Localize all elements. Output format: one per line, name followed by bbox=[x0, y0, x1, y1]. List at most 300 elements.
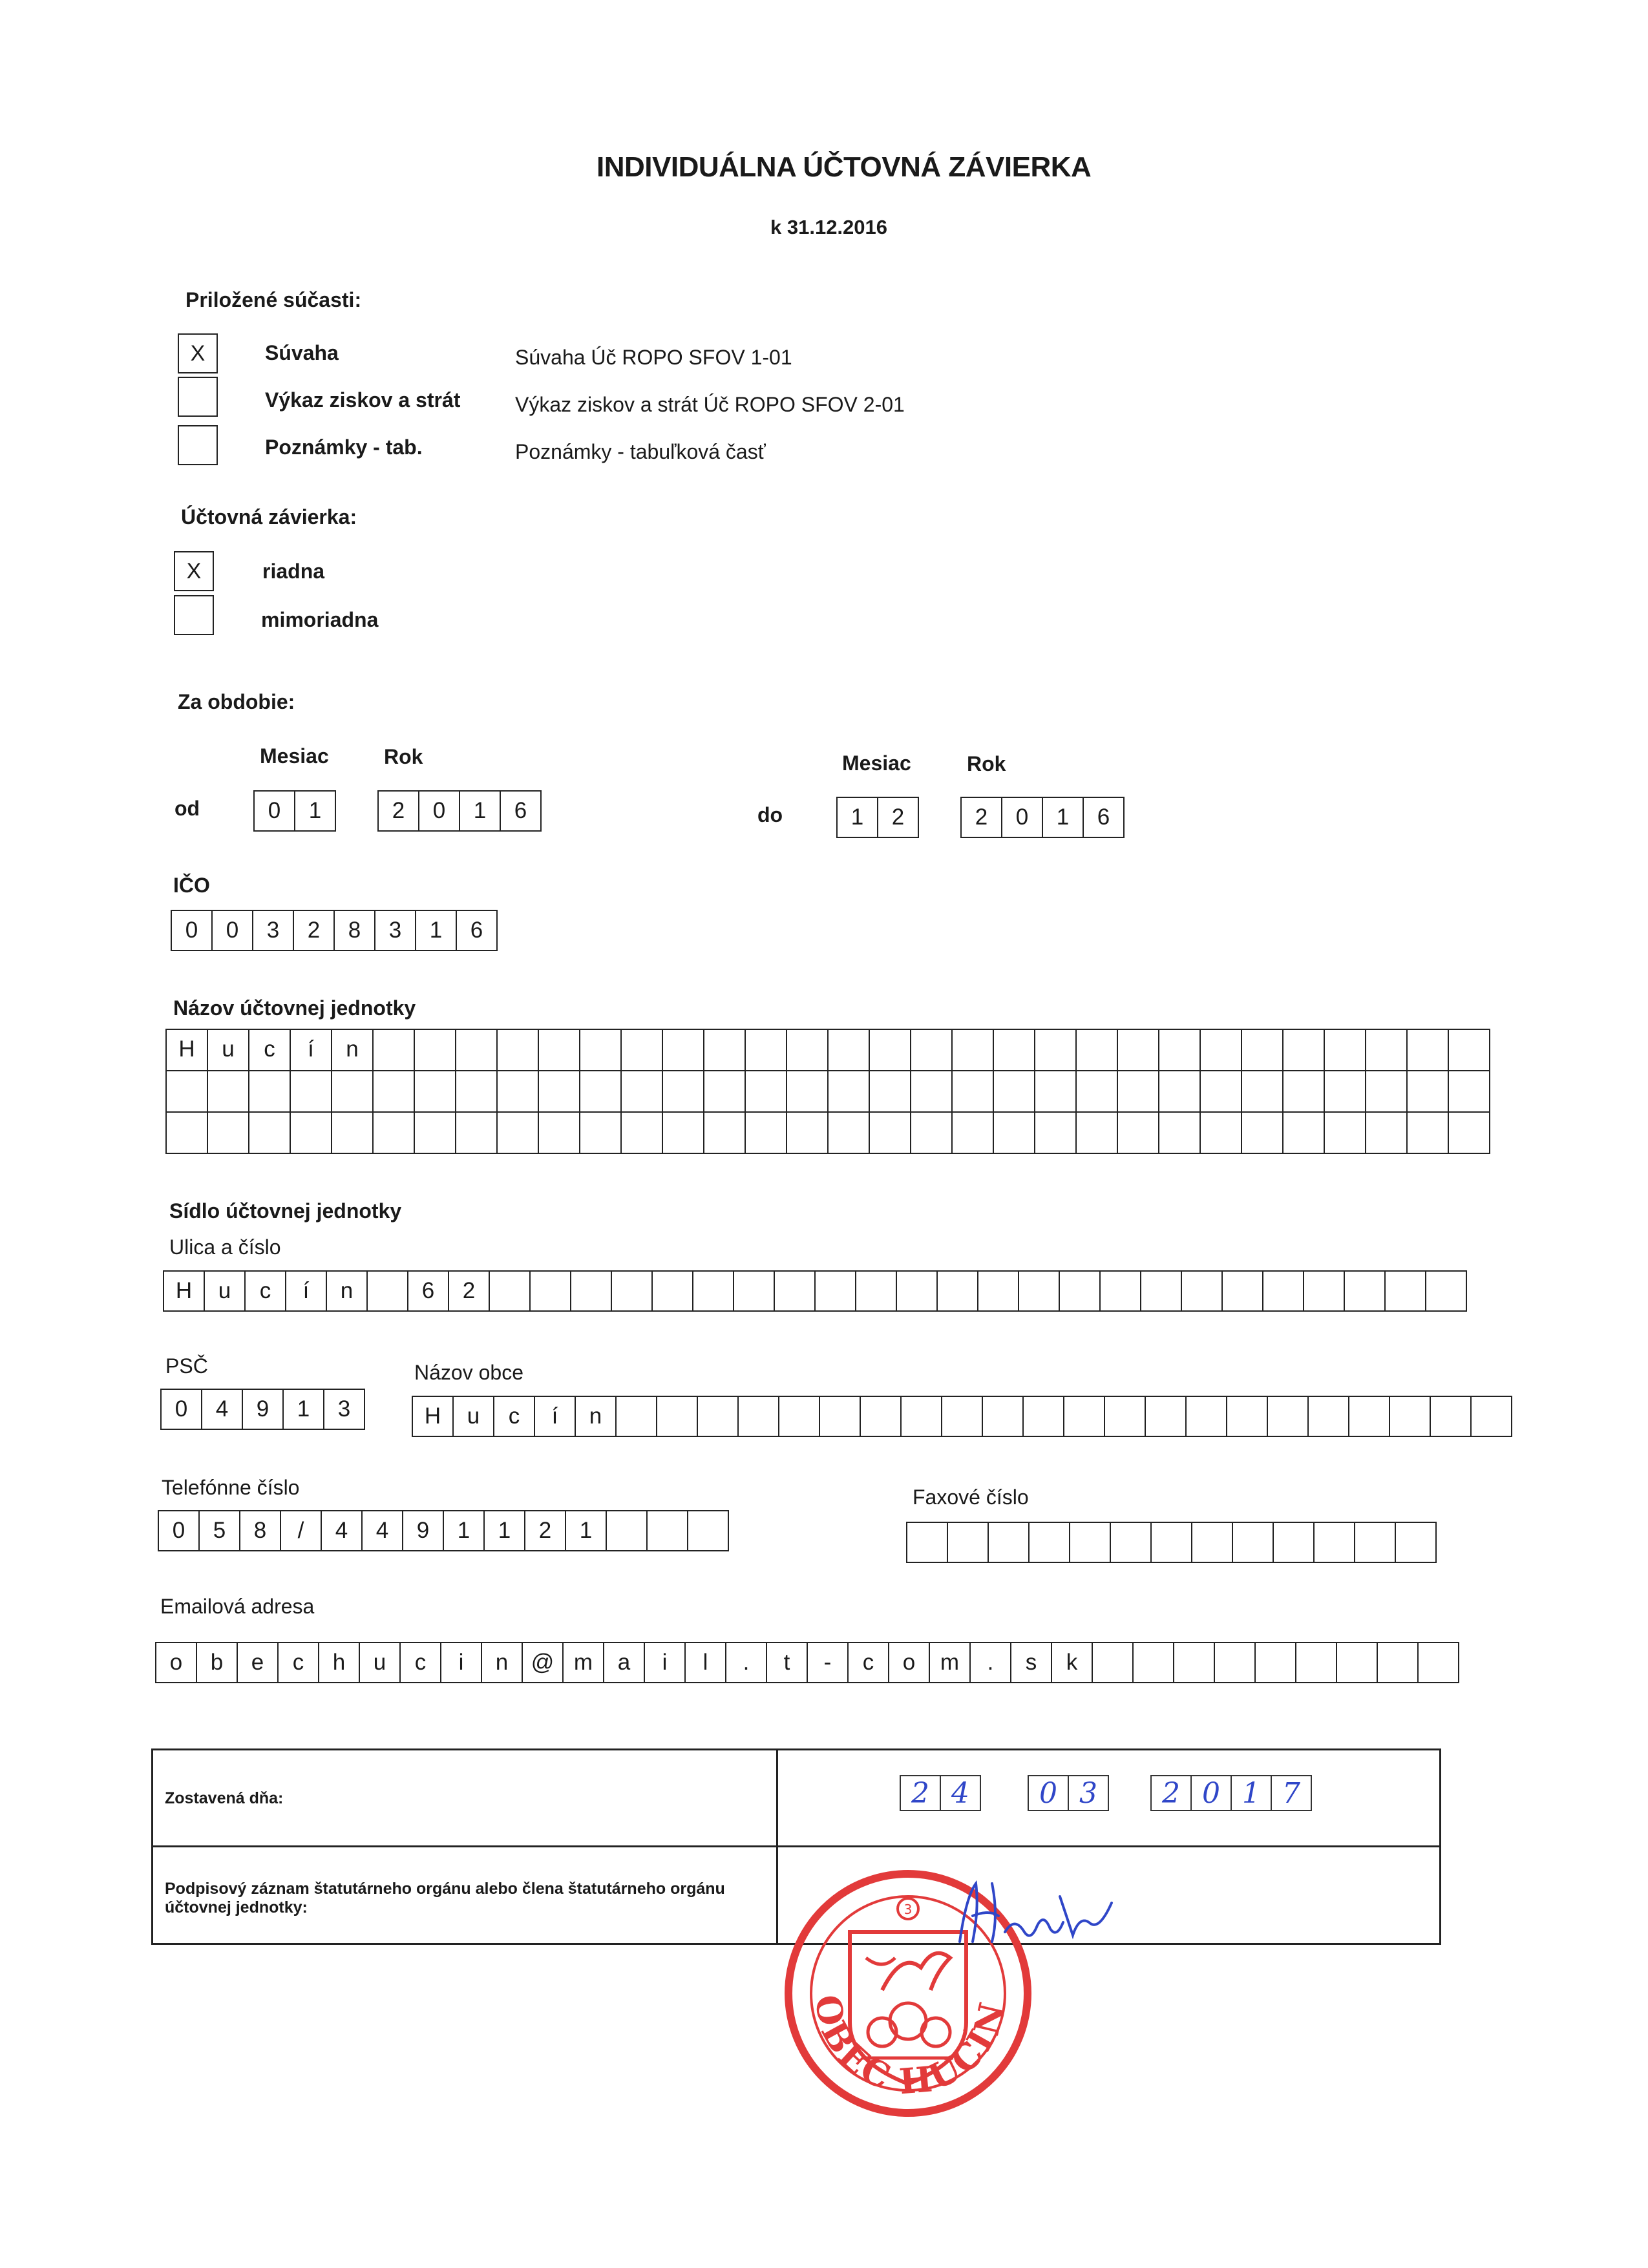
street-char bbox=[1223, 1270, 1263, 1312]
checkbox-riadna[interactable]: X bbox=[174, 551, 214, 591]
handwritten-digit: 1 bbox=[1232, 1775, 1272, 1811]
entity-name-char bbox=[1159, 1113, 1201, 1154]
entity-name-char bbox=[1325, 1071, 1366, 1113]
entity-name-char bbox=[1284, 1030, 1325, 1071]
email-char: t bbox=[767, 1642, 808, 1683]
entity-name-char bbox=[1449, 1071, 1490, 1113]
entity-name-char bbox=[1159, 1030, 1201, 1071]
address-heading: Sídlo účtovnej jednotky bbox=[169, 1199, 402, 1223]
checkbox-mimoriadna[interactable] bbox=[174, 595, 214, 635]
entity-name-char bbox=[663, 1030, 704, 1071]
phone-char: 0 bbox=[159, 1510, 200, 1551]
from-year-field[interactable] bbox=[377, 790, 542, 832]
to-year-label: Rok bbox=[967, 752, 1006, 775]
street-char bbox=[1019, 1270, 1060, 1312]
entity-name-char bbox=[870, 1030, 911, 1071]
ico-digit: 8 bbox=[335, 910, 375, 951]
entity-name-row bbox=[167, 1071, 1490, 1113]
to-year-digit: 1 bbox=[1043, 797, 1084, 838]
city-char: n bbox=[576, 1396, 617, 1437]
email-char: i bbox=[441, 1642, 482, 1683]
phone-char: 5 bbox=[200, 1510, 240, 1551]
email-char: c bbox=[279, 1642, 319, 1683]
city-char bbox=[617, 1396, 657, 1437]
phone-char: 4 bbox=[322, 1510, 363, 1551]
street-char bbox=[978, 1270, 1019, 1312]
from-month-digit: 0 bbox=[255, 790, 295, 832]
street-char bbox=[1182, 1270, 1223, 1312]
attachment-desc-vykaz: Výkaz ziskov a strát Úč ROPO SFOV 2-01 bbox=[515, 393, 905, 416]
handwritten-digit: 2 bbox=[1152, 1775, 1192, 1811]
entity-name-char bbox=[456, 1113, 498, 1154]
entity-name-char bbox=[1118, 1030, 1159, 1071]
entity-name-char bbox=[663, 1071, 704, 1113]
street-char bbox=[734, 1270, 775, 1312]
closing-type-heading: Účtovná závierka: bbox=[181, 505, 357, 529]
fax-char bbox=[1192, 1522, 1233, 1563]
to-month-digit: 1 bbox=[838, 797, 878, 838]
entity-name-char bbox=[704, 1071, 746, 1113]
entity-name-char bbox=[498, 1113, 539, 1154]
entity-name-char bbox=[994, 1030, 1035, 1071]
handwritten-digit: 0 bbox=[1192, 1775, 1232, 1811]
entity-name-char bbox=[1284, 1113, 1325, 1154]
entity-name-char bbox=[1118, 1071, 1159, 1113]
email-char: n bbox=[482, 1642, 523, 1683]
entity-name-char bbox=[1077, 1071, 1118, 1113]
stamp-number: 3 bbox=[903, 1902, 913, 1917]
entity-name-char bbox=[622, 1113, 663, 1154]
email-char bbox=[1215, 1642, 1256, 1683]
city-char bbox=[1024, 1396, 1064, 1437]
email-char: . bbox=[971, 1642, 1011, 1683]
entity-name-char bbox=[1408, 1113, 1449, 1154]
email-char bbox=[1296, 1642, 1337, 1683]
entity-name-char bbox=[1035, 1071, 1077, 1113]
attachment-desc-poznamky: Poznámky - tabuľková časť bbox=[515, 440, 766, 463]
email-char: - bbox=[808, 1642, 849, 1683]
email-char: . bbox=[726, 1642, 767, 1683]
entity-name-char: H bbox=[167, 1030, 208, 1071]
phone-char: 1 bbox=[444, 1510, 485, 1551]
to-month-digit: 2 bbox=[878, 797, 919, 838]
entity-name-char bbox=[1118, 1113, 1159, 1154]
email-char bbox=[1134, 1642, 1174, 1683]
entity-name-char bbox=[663, 1113, 704, 1154]
email-char: o bbox=[889, 1642, 930, 1683]
city-char bbox=[820, 1396, 861, 1437]
email-char: m bbox=[564, 1642, 604, 1683]
street-char bbox=[1060, 1270, 1101, 1312]
phone-char: 9 bbox=[403, 1510, 444, 1551]
street-char bbox=[1141, 1270, 1182, 1312]
from-year-digit: 2 bbox=[379, 790, 419, 832]
entity-name-char bbox=[1449, 1030, 1490, 1071]
entity-name-char bbox=[746, 1071, 787, 1113]
street-char bbox=[1101, 1270, 1141, 1312]
attachment-label-suvaha: Súvaha bbox=[265, 341, 339, 364]
entity-name-char bbox=[1159, 1071, 1201, 1113]
city-char bbox=[1390, 1396, 1431, 1437]
table-divider bbox=[153, 1845, 1439, 1847]
entity-name-char bbox=[1077, 1030, 1118, 1071]
entity-name-char bbox=[1242, 1071, 1284, 1113]
attachment-label-poznamky: Poznámky - tab. bbox=[265, 436, 423, 459]
psc-digit: 1 bbox=[284, 1389, 324, 1430]
entity-name-char bbox=[415, 1071, 456, 1113]
fax-field[interactable] bbox=[906, 1522, 1437, 1563]
city-char bbox=[1431, 1396, 1472, 1437]
phone-char: 1 bbox=[485, 1510, 525, 1551]
phone-char: 1 bbox=[566, 1510, 607, 1551]
entity-name-char bbox=[332, 1113, 374, 1154]
to-month-field[interactable] bbox=[836, 797, 919, 838]
city-label: Názov obce bbox=[414, 1361, 523, 1384]
entity-name-char bbox=[580, 1113, 622, 1154]
email-char: l bbox=[686, 1642, 726, 1683]
entity-name-char bbox=[746, 1113, 787, 1154]
entity-name-char bbox=[1035, 1113, 1077, 1154]
phone-label: Telefónne číslo bbox=[162, 1476, 300, 1499]
street-char: í bbox=[286, 1270, 327, 1312]
street-char: u bbox=[205, 1270, 246, 1312]
entity-name-char bbox=[249, 1071, 291, 1113]
ico-digit: 3 bbox=[253, 910, 294, 951]
email-char: s bbox=[1011, 1642, 1052, 1683]
entity-name-field[interactable] bbox=[165, 1029, 1490, 1154]
entity-name-char bbox=[580, 1030, 622, 1071]
psc-digit: 3 bbox=[324, 1389, 365, 1430]
entity-name-char bbox=[1408, 1071, 1449, 1113]
email-char bbox=[1337, 1642, 1378, 1683]
street-char bbox=[775, 1270, 816, 1312]
entity-name-char bbox=[829, 1113, 870, 1154]
email-char: o bbox=[156, 1642, 197, 1683]
fax-char bbox=[1111, 1522, 1152, 1563]
document-title: INDIVIDUÁLNA ÚČTOVNÁ ZÁVIERKA bbox=[597, 151, 1092, 183]
street-char bbox=[856, 1270, 897, 1312]
city-char bbox=[942, 1396, 983, 1437]
email-char: b bbox=[197, 1642, 238, 1683]
entity-name-char bbox=[829, 1071, 870, 1113]
ico-digit: 2 bbox=[294, 910, 335, 951]
handwritten-digit: 2 bbox=[901, 1775, 941, 1811]
street-char: H bbox=[164, 1270, 205, 1312]
attachment-label-vykaz: Výkaz ziskov a strát bbox=[265, 388, 461, 412]
to-label: do bbox=[757, 803, 783, 826]
entity-name-char bbox=[787, 1030, 829, 1071]
handwritten-digit: 4 bbox=[941, 1775, 981, 1811]
email-char: a bbox=[604, 1642, 645, 1683]
street-char: 2 bbox=[449, 1270, 490, 1312]
phone-char: 2 bbox=[525, 1510, 566, 1551]
street-char: c bbox=[246, 1270, 286, 1312]
entity-name-char bbox=[498, 1030, 539, 1071]
email-char: c bbox=[401, 1642, 441, 1683]
handwritten-digit: 7 bbox=[1272, 1775, 1312, 1811]
entity-name-label: Názov účtovnej jednotky bbox=[173, 996, 416, 1020]
city-char bbox=[1472, 1396, 1512, 1437]
phone-char bbox=[688, 1510, 729, 1551]
from-month-label: Mesiac bbox=[260, 744, 329, 768]
city-char bbox=[1105, 1396, 1146, 1437]
street-char bbox=[938, 1270, 978, 1312]
entity-name-char bbox=[953, 1030, 994, 1071]
fax-char bbox=[1070, 1522, 1111, 1563]
to-year-digit: 0 bbox=[1002, 797, 1043, 838]
city-char bbox=[861, 1396, 902, 1437]
city-char bbox=[698, 1396, 739, 1437]
phone-char bbox=[648, 1510, 688, 1551]
city-char bbox=[1187, 1396, 1227, 1437]
entity-name-char bbox=[1325, 1030, 1366, 1071]
entity-name-char bbox=[1366, 1071, 1408, 1113]
to-year-digit: 2 bbox=[962, 797, 1002, 838]
from-year-digit: 0 bbox=[419, 790, 460, 832]
psc-label: PSČ bbox=[165, 1354, 208, 1378]
entity-name-char bbox=[994, 1071, 1035, 1113]
fax-char bbox=[948, 1522, 989, 1563]
entity-name-row bbox=[167, 1030, 1490, 1071]
entity-name-char bbox=[291, 1113, 332, 1154]
email-char: @ bbox=[523, 1642, 564, 1683]
checkbox-vykaz[interactable] bbox=[178, 377, 218, 417]
attachment-desc-suvaha: Súvaha Úč ROPO SFOV 1-01 bbox=[515, 346, 792, 369]
entity-name-row bbox=[167, 1113, 1490, 1154]
entity-name-char bbox=[994, 1113, 1035, 1154]
entity-name-char bbox=[1242, 1030, 1284, 1071]
document-date: k 31.12.2016 bbox=[770, 216, 888, 238]
street-char: n bbox=[327, 1270, 368, 1312]
entity-name-char bbox=[704, 1030, 746, 1071]
email-char bbox=[1419, 1642, 1459, 1683]
street-char bbox=[693, 1270, 734, 1312]
street-char bbox=[1304, 1270, 1345, 1312]
checkbox-suvaha[interactable]: X bbox=[178, 333, 218, 373]
email-char: c bbox=[849, 1642, 889, 1683]
street-char bbox=[1345, 1270, 1386, 1312]
entity-name-char: í bbox=[291, 1030, 332, 1071]
email-char: e bbox=[238, 1642, 279, 1683]
entity-name-char bbox=[539, 1113, 580, 1154]
entity-name-char bbox=[415, 1030, 456, 1071]
street-char bbox=[1263, 1270, 1304, 1312]
street-char bbox=[571, 1270, 612, 1312]
entity-name-char bbox=[1325, 1113, 1366, 1154]
to-year-digit: 6 bbox=[1084, 797, 1125, 838]
compiled-date-label: Zostavená dňa: bbox=[165, 1789, 284, 1807]
from-label: od bbox=[174, 797, 200, 820]
entity-name-char bbox=[374, 1071, 415, 1113]
street-char bbox=[612, 1270, 653, 1312]
entity-name-char bbox=[953, 1113, 994, 1154]
entity-name-char bbox=[622, 1071, 663, 1113]
street-char bbox=[1386, 1270, 1426, 1312]
entity-name-char bbox=[911, 1030, 953, 1071]
entity-name-char bbox=[787, 1071, 829, 1113]
city-char: H bbox=[413, 1396, 454, 1437]
fax-char bbox=[1355, 1522, 1396, 1563]
entity-name-char bbox=[911, 1071, 953, 1113]
fax-char bbox=[1396, 1522, 1437, 1563]
handwritten-digit: 3 bbox=[1069, 1775, 1109, 1811]
closing-label-riadna: riadna bbox=[262, 560, 325, 583]
email-char: m bbox=[930, 1642, 971, 1683]
fax-label: Faxové číslo bbox=[913, 1486, 1029, 1509]
from-year-digit: 6 bbox=[501, 790, 542, 832]
city-char bbox=[1064, 1396, 1105, 1437]
entity-name-char bbox=[622, 1030, 663, 1071]
entity-name-char: n bbox=[332, 1030, 374, 1071]
entity-name-char bbox=[787, 1113, 829, 1154]
entity-name-char: u bbox=[208, 1030, 249, 1071]
city-char bbox=[1268, 1396, 1309, 1437]
entity-name-char bbox=[829, 1030, 870, 1071]
entity-name-char bbox=[1201, 1030, 1242, 1071]
email-char bbox=[1256, 1642, 1296, 1683]
phone-char: / bbox=[281, 1510, 322, 1551]
entity-name-char bbox=[291, 1071, 332, 1113]
city-char: u bbox=[454, 1396, 494, 1437]
ico-digit: 0 bbox=[172, 910, 213, 951]
city-char: í bbox=[535, 1396, 576, 1437]
entity-name-char bbox=[415, 1113, 456, 1154]
entity-name-char bbox=[1284, 1071, 1325, 1113]
email-field[interactable] bbox=[155, 1642, 1459, 1683]
handwritten-digit: 0 bbox=[1029, 1775, 1069, 1811]
street-char bbox=[816, 1270, 856, 1312]
email-char: k bbox=[1052, 1642, 1093, 1683]
email-char bbox=[1174, 1642, 1215, 1683]
street-char bbox=[1426, 1270, 1467, 1312]
street-char bbox=[531, 1270, 571, 1312]
city-char: c bbox=[494, 1396, 535, 1437]
city-char bbox=[739, 1396, 779, 1437]
ico-digit: 6 bbox=[457, 910, 498, 951]
city-char bbox=[902, 1396, 942, 1437]
entity-name-char bbox=[870, 1071, 911, 1113]
compiled-day-field[interactable] bbox=[900, 1775, 981, 1811]
street-char: 6 bbox=[408, 1270, 449, 1312]
street-label: Ulica a číslo bbox=[169, 1235, 281, 1259]
entity-name-char bbox=[580, 1071, 622, 1113]
compiled-month-field[interactable] bbox=[1028, 1775, 1109, 1811]
entity-name-char bbox=[167, 1071, 208, 1113]
psc-digit: 9 bbox=[243, 1389, 284, 1430]
entity-name-char bbox=[456, 1071, 498, 1113]
entity-name-char bbox=[704, 1113, 746, 1154]
entity-name-char bbox=[539, 1030, 580, 1071]
fax-char bbox=[1030, 1522, 1070, 1563]
ico-field[interactable] bbox=[171, 910, 498, 951]
city-char bbox=[779, 1396, 820, 1437]
entity-name-char bbox=[249, 1113, 291, 1154]
phone-char: 8 bbox=[240, 1510, 281, 1551]
entity-name-char bbox=[1201, 1113, 1242, 1154]
city-field[interactable] bbox=[412, 1396, 1512, 1437]
street-char bbox=[490, 1270, 531, 1312]
entity-name-char bbox=[911, 1113, 953, 1154]
handwritten-signature bbox=[953, 1871, 1121, 1961]
entity-name-char bbox=[374, 1113, 415, 1154]
street-char bbox=[368, 1270, 408, 1312]
city-char bbox=[1349, 1396, 1390, 1437]
fax-char bbox=[1274, 1522, 1315, 1563]
ico-digit: 1 bbox=[416, 910, 457, 951]
ico-digit: 3 bbox=[375, 910, 416, 951]
fax-char bbox=[1152, 1522, 1192, 1563]
fax-char bbox=[1315, 1522, 1355, 1563]
city-char bbox=[1146, 1396, 1187, 1437]
entity-name-char bbox=[1077, 1113, 1118, 1154]
email-char bbox=[1378, 1642, 1419, 1683]
entity-name-char bbox=[746, 1030, 787, 1071]
entity-name-char bbox=[456, 1030, 498, 1071]
period-heading: Za obdobie: bbox=[178, 690, 295, 713]
ico-digit: 0 bbox=[213, 910, 253, 951]
entity-name-char bbox=[1035, 1030, 1077, 1071]
psc-field[interactable] bbox=[160, 1389, 365, 1430]
psc-digit: 0 bbox=[162, 1389, 202, 1430]
stamp-text: OBEC HUCÍN bbox=[807, 1991, 1014, 2103]
email-char: h bbox=[319, 1642, 360, 1683]
from-year-label: Rok bbox=[384, 745, 423, 768]
street-char bbox=[653, 1270, 693, 1312]
fax-char bbox=[989, 1522, 1030, 1563]
city-char bbox=[657, 1396, 698, 1437]
entity-name-char bbox=[374, 1030, 415, 1071]
entity-name-char bbox=[498, 1071, 539, 1113]
from-year-digit: 1 bbox=[460, 790, 501, 832]
entity-name-char bbox=[1242, 1113, 1284, 1154]
signature-label: Podpisový záznam štatutárneho orgánu alebo člena štatutárneho orgánu účtovnej jednotky: bbox=[165, 1880, 725, 1916]
entity-name-char bbox=[1201, 1071, 1242, 1113]
attachments-heading: Priložené súčasti: bbox=[185, 288, 362, 311]
entity-name-char bbox=[1449, 1113, 1490, 1154]
entity-name-char bbox=[1366, 1030, 1408, 1071]
city-char bbox=[983, 1396, 1024, 1437]
entity-name-char bbox=[1366, 1113, 1408, 1154]
city-char bbox=[1309, 1396, 1349, 1437]
to-month-label: Mesiac bbox=[842, 751, 911, 775]
phone-field[interactable] bbox=[158, 1510, 729, 1551]
email-char bbox=[1093, 1642, 1134, 1683]
entity-name-char bbox=[870, 1113, 911, 1154]
to-year-field[interactable] bbox=[960, 797, 1125, 838]
entity-name-char bbox=[208, 1113, 249, 1154]
entity-name-char bbox=[953, 1071, 994, 1113]
from-month-field[interactable] bbox=[253, 790, 336, 832]
fax-char bbox=[907, 1522, 948, 1563]
fax-char bbox=[1233, 1522, 1274, 1563]
checkbox-poznamky[interactable] bbox=[178, 425, 218, 465]
email-char: i bbox=[645, 1642, 686, 1683]
email-char: u bbox=[360, 1642, 401, 1683]
street-field[interactable] bbox=[163, 1270, 1467, 1312]
email-label: Emailová adresa bbox=[160, 1595, 315, 1618]
ico-label: IČO bbox=[173, 874, 210, 897]
phone-char: 4 bbox=[363, 1510, 403, 1551]
entity-name-char bbox=[1408, 1030, 1449, 1071]
compiled-year-field[interactable] bbox=[1150, 1775, 1312, 1811]
entity-name-char bbox=[539, 1071, 580, 1113]
entity-name-char bbox=[167, 1113, 208, 1154]
entity-name-char bbox=[332, 1071, 374, 1113]
entity-name-char: c bbox=[249, 1030, 291, 1071]
phone-char bbox=[607, 1510, 648, 1551]
entity-name-char bbox=[208, 1071, 249, 1113]
from-month-digit: 1 bbox=[295, 790, 336, 832]
